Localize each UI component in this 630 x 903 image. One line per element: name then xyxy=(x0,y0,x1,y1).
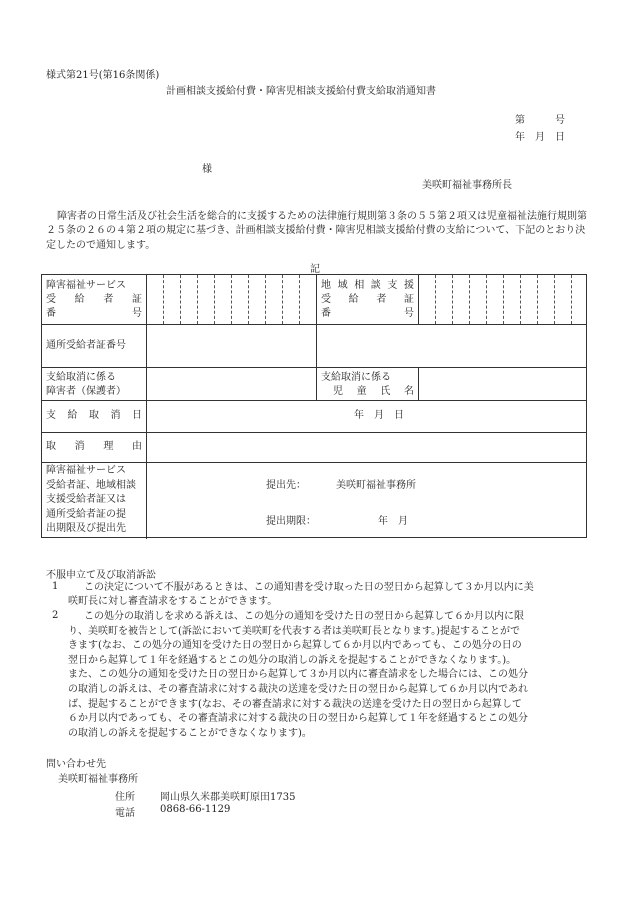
label-line: 支給取消に係る xyxy=(321,372,391,383)
digit-box-divider xyxy=(435,275,436,324)
cancellation-date-value: 年 月 日 xyxy=(354,410,404,421)
contact-heading: 問い合わせ先 xyxy=(46,759,106,770)
row-divider xyxy=(42,367,586,368)
row-divider xyxy=(42,432,586,433)
label-line: 地 域 相 談 支 援 xyxy=(321,280,414,291)
digit-box-divider xyxy=(520,275,521,324)
digit-box-divider xyxy=(571,275,572,324)
appeal-heading: 不服申立て及び取消訴訟 xyxy=(46,570,156,581)
text-line: この決定について不服があるときは、この通知書を受け取った日の翌日から起算して３か月以内に美 xyxy=(84,582,534,593)
deadline-label: 提出期限： xyxy=(266,516,316,527)
digit-box-divider xyxy=(265,275,266,324)
label-line: 受 給 者 証 xyxy=(321,294,414,305)
submit-to-label: 提出先： xyxy=(266,480,306,491)
text-line: ば、提起することができます(なお、その審査請求に対する裁決の送達を受けた日の翌日から起算して xyxy=(68,698,522,710)
text-line: 咲町長に対し審査請求をすることができます。 xyxy=(68,596,278,608)
addressee-suffix: 様 xyxy=(202,164,212,175)
digit-box-divider xyxy=(452,275,453,324)
digit-box-divider xyxy=(163,275,164,324)
col-divider xyxy=(146,400,147,539)
col-divider xyxy=(146,367,147,400)
phone-label: 電話 xyxy=(115,808,135,819)
digit-box-divider xyxy=(503,275,504,324)
phone-value: 0868-66-1129 xyxy=(160,804,231,815)
text-line: の取消しの訴えは、その審査請求に対する裁決の送達を受けた日の翌日から起算して６か月以内であれ xyxy=(68,683,528,695)
label-line: 障害福祉サービス xyxy=(46,465,126,476)
cancellation-reason-label: 取 消 理 由 xyxy=(46,441,142,452)
label-line: 支給取消に係る xyxy=(46,372,116,383)
label-line: 通所受給者証の提 xyxy=(46,508,126,520)
label-line: 番 号 xyxy=(321,308,414,319)
row-divider xyxy=(42,324,586,325)
digit-box-divider xyxy=(180,275,181,324)
col-divider xyxy=(316,275,317,400)
digit-box-divider xyxy=(231,275,232,324)
appeal-item-2 xyxy=(68,610,588,741)
row-divider xyxy=(42,462,586,463)
date-label: 年 月 日 xyxy=(515,132,565,143)
appeal-item-number: 1 xyxy=(52,581,59,592)
digit-box-divider xyxy=(537,275,538,324)
label-line: 障害福祉サービス xyxy=(46,280,126,291)
submit-to-value: 美咲町福祉事務所 xyxy=(336,480,416,491)
digit-box-divider xyxy=(248,275,249,324)
number-label: 第 号 xyxy=(515,115,565,126)
digit-box-divider xyxy=(214,275,215,324)
appeal-item-1 xyxy=(68,581,588,610)
digit-box-divider xyxy=(299,275,300,324)
text-line: また、この処分の通知を受けた日の翌日から起算して３か月以内に審査請求をした場合には、この処分 xyxy=(68,669,528,681)
label-line: 受 給 者 証 xyxy=(46,294,142,305)
col-divider xyxy=(146,275,147,324)
contact-office: 美咲町福祉事務所 xyxy=(58,774,138,785)
cancelled-recipient-label xyxy=(46,371,142,399)
ki-marker: 記 xyxy=(310,264,320,275)
community-certificate-number-label xyxy=(321,279,414,321)
label-line: 児 童 氏 名 xyxy=(333,386,414,397)
text-line: この処分の取消しを求める訴えは、この処分の通知を受けた日の翌日から起算して６か月以内に限 xyxy=(84,611,524,622)
submission-label xyxy=(46,464,144,537)
col-divider xyxy=(418,367,419,400)
col-divider xyxy=(418,275,419,324)
label-line: 受給者証、地域相談 xyxy=(46,479,136,491)
text-line: きます(なお、この処分の通知を受けた日の翌日から起算して６か月以内であっても、この処分の日の xyxy=(68,640,522,652)
label-line: 障害者（保護者） xyxy=(46,386,126,397)
digit-box-divider xyxy=(282,275,283,324)
row-divider xyxy=(42,400,586,401)
deadline-value: 年 月 xyxy=(378,516,408,527)
digit-box-divider xyxy=(197,275,198,324)
digit-box-divider xyxy=(469,275,470,324)
service-certificate-number-label xyxy=(46,279,142,321)
text-line: り、美咲町を被告として(訴訟において美咲町を代表する者は美咲町長となります。)提起することがで xyxy=(68,625,521,637)
cancellation-date-label: 支 給 取 消 日 xyxy=(46,410,142,421)
day-service-certificate-number-label: 通所受給者証番号 xyxy=(46,340,126,351)
text-line: の取消しの訴えを提起することができなくなります)。 xyxy=(68,727,312,739)
label-line: 番 号 xyxy=(46,308,142,319)
document-title: 計画相談支援給付費・障害児相談支援給付費支給取消通知書 xyxy=(166,86,436,97)
address-value: 岡山県久米郡美咲町原田1735 xyxy=(160,792,296,803)
digit-box-divider xyxy=(554,275,555,324)
address-label: 住所 xyxy=(115,792,135,803)
digit-box-divider xyxy=(486,275,487,324)
label-line: 支援受給者証又は xyxy=(46,494,126,505)
appeal-item-number: 2 xyxy=(52,610,59,621)
label-line: 出期限及び提出先 xyxy=(46,523,126,534)
form-number: 様式第21号(第16条関係) xyxy=(46,70,160,81)
text-line: ６か月以内であっても、その審査請求に対する裁決の日の翌日から起算して１年を経過するとこの処分 xyxy=(68,713,528,725)
notice-body-text: 障害者の日常生活及び社会生活を総合的に支援するための法律施行規則第３条の５５第２項又は児童福祉法施行規則第２５条の２６の４第２項の規定に基づき、計画相談支援給付費・障害児相談支援給付費の支給について、下記のとおり決定したので通知します。 xyxy=(46,211,587,251)
cancelled-child-label xyxy=(321,371,414,399)
issuer-name: 美咲町福祉事務所長 xyxy=(422,180,512,191)
notice-table xyxy=(41,274,587,538)
text-line: 翌日から起算して１年を経過するとこの処分の取消しの訴えを提起することができなくなります。)。 xyxy=(68,654,517,666)
col-divider xyxy=(146,324,147,367)
